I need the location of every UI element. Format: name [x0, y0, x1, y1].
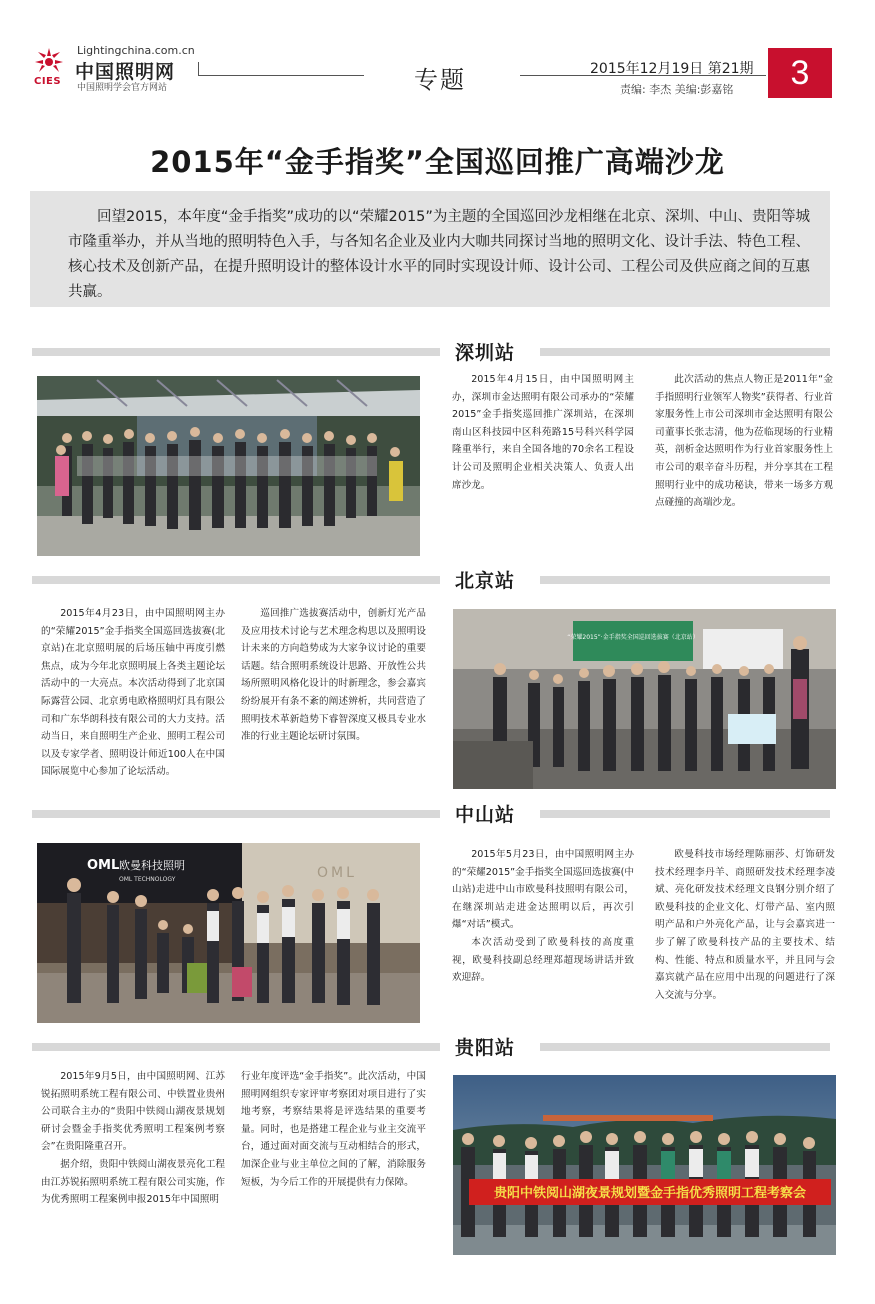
text-col-shenzhen-1 [452, 371, 634, 494]
section-bar-right [540, 348, 830, 356]
paragraph: 2015年4月15日，由中国照明网主办，深圳市金达照明有限公司承办的“荣耀2015”金手指奖巡回推广深圳站，在深圳南山区科技园中区科苑路15号科兴科学园隆重举行，来自全国各地的70余名工程设计公司及照明企业相关决策人、负责人出席沙龙。 [452, 374, 634, 491]
paragraph: 巡回推广选拔赛活动中，创新灯光产品及应用技术讨论与艺术理念构思以及照明设计未来的方向趋势成为大家争议讨论的重要话题。结合照明系统设计思路、开放性公共场所照明风格化设计的时新理念，参会嘉宾纷纷展开有条不紊的阐述辨析，共同营造了照明技术革新趋势下睿智深度又极具专业水准的行业主题论坛研讨氛围。 [241, 608, 426, 743]
editor-credits: 责编: 李杰 美编:彭嘉铭 [620, 83, 734, 96]
section-bar-left [32, 1043, 440, 1051]
intro-text: 回望2015，本年度“金手指奖”成功的以“荣耀2015”为主题的全国巡回沙龙相继在北京、深圳、中山、贵阳等城市隆重举办，并从当地的照明特色入手，与各知名企业及业内大咖共同探讨当地的照明文化、设计手法、特色工程、核心技术及创新产品，在提升照明设计的整体设计水平的同时实现设计师、设计公司、工程公司及供应商之间的互惠共赢。 [68, 209, 810, 300]
text-col-zhongshan-2 [655, 846, 835, 1004]
text-col-guiyang-1 [41, 1068, 225, 1209]
sign-cn: 欧曼科技照明 [119, 859, 185, 872]
section-bar-left [32, 576, 440, 584]
sign-en: OML TECHNOLOGY [119, 876, 176, 883]
sign-mark: OML [87, 858, 120, 873]
site-name: 中国照明网 [75, 61, 176, 83]
photo-guiyang-group [453, 1075, 836, 1255]
paragraph: 此次活动的焦点人物正是2011年“金手指照明行业领军人物奖”获得者、行业首家服务性上市公司深圳市金达照明有限公司董事长张志清，他为莅临现场的行业精英，剖析金达照明作为行业首家服务性上市公司的艰辛奋斗历程，并分享其在工程照明行业中的成功秘诀，带来一场多方观点碰撞的高端沙龙。 [655, 374, 833, 509]
banner-text: 贵阳中铁阅山湖夜景规划暨金手指优秀照明工程考察会 [493, 1186, 807, 1201]
paragraph: 本次活动受到了欧曼科技的高度重视，欧曼科技副总经理郑超现场讲话并致欢迎辞。 [452, 936, 634, 984]
section-title-zhongshan: 中山站 [455, 804, 516, 826]
section-bar-right [540, 1043, 830, 1051]
logo-abbr: CIES [34, 76, 62, 87]
section-bar-left [32, 810, 440, 818]
page-number: 3 [768, 48, 832, 98]
site-logo[interactable] [32, 44, 202, 92]
paragraph: 2015年4月23日，由中国照明网主办的“荣耀2015”金手指奖全国巡回选拔赛(北京站)在北京照明展的后场压轴中再度引燃焦点，成为今年北京照明展上各类主题论坛活动中的一大亮点。本次活动得到了北京国际露营公园、北京勇电欧格照明灯具有限公司和广东华朗科技有限公司的大力支持。活动当日，来自照明生产企业、照明工程公司以及专家学者、照明设计师近100人在中国国际展览中心参加了论坛活动。 [41, 608, 225, 778]
text-col-beijing-1 [41, 605, 225, 781]
issue-date: 2015年12月19日 第21期 [590, 61, 754, 77]
site-subtitle: 中国照明学会官方网站 [77, 83, 168, 93]
section-title-guiyang: 贵阳站 [455, 1037, 516, 1059]
cies-logo-icon [32, 46, 70, 76]
section-bar-right [540, 810, 830, 818]
text-col-zhongshan-1 [452, 846, 634, 987]
paragraph: 据介绍，贵阳中铁阅山湖夜景亮化工程由江苏锐拓照明系统工程有限公司实施，作为优秀照明工程案例申报2015年中国照明 [41, 1158, 225, 1206]
banner-text: “荣耀2015”·金手指奖全国巡回选拔赛（北京站） [567, 634, 699, 641]
photo-zhongshan-group [37, 843, 420, 1023]
text-col-shenzhen-2 [655, 371, 833, 512]
section-title-beijing: 北京站 [455, 570, 516, 592]
svg-text:OML: OML [317, 865, 357, 881]
paragraph: 欧曼科技市场经理陈丽莎、灯饰研发技术经理李丹羊、商照研发技术经理李凌斌、亮化研发技术经理文良钢分别介绍了欧曼科技的企业文化、灯带产品、室内照明产品和户外亮化产品，让与会嘉宾进一步了解了欧曼科技产品的主要技术、结构、性能、特点和质量水平，并且同与会嘉宾就产品在应用中出现的问题进行了深入交流与分享。 [655, 849, 835, 1001]
section-title-shenzhen: 深圳站 [455, 342, 516, 364]
header-divider-tick [198, 62, 199, 76]
site-url[interactable]: Lightingchina.com.cn [77, 44, 195, 57]
paragraph: 行业年度评选“金手指奖”。此次活动，中国照明网组织专家评审考察团对项目进行了实地考察，考察结果将是评选结果的重要考量。同时，也是搭建工程企业与业主交流平台，通过面对面交流与互动相结合的形式，加深企业与业主单位之间的了解，消除服务短板，为今后工作的开展提供有力保障。 [241, 1071, 426, 1188]
photo-beijing-group [453, 609, 836, 789]
paragraph: 2015年5月23日，由中国照明网主办的“荣耀2015”金手指奖全国巡回选拔赛(中山站)走进中山市欧曼科技照明有限公司，在继深圳站走进金达照明以后，再次引爆“对话”模式。 [452, 849, 635, 931]
text-col-beijing-2 [241, 605, 426, 746]
page-title: 2015年“金手指奖”全国巡回推广高端沙龙 [150, 145, 725, 179]
section-label: 专题 [414, 66, 466, 94]
text-col-guiyang-2 [241, 1068, 426, 1191]
paragraph: 2015年9月5日，由中国照明网、江苏锐拓照明系统工程有限公司、中铁置业贵州公司联合主办的“贵阳中铁阅山湖夜景规划研讨会暨金手指奖优秀照明工程案例考察会”在贵阳隆重召开。 [41, 1071, 225, 1153]
photo-shenzhen-group [37, 376, 420, 556]
section-bar-left [32, 348, 440, 356]
section-bar-right [540, 576, 830, 584]
intro-box [30, 191, 830, 307]
header-rule-left [198, 75, 364, 76]
